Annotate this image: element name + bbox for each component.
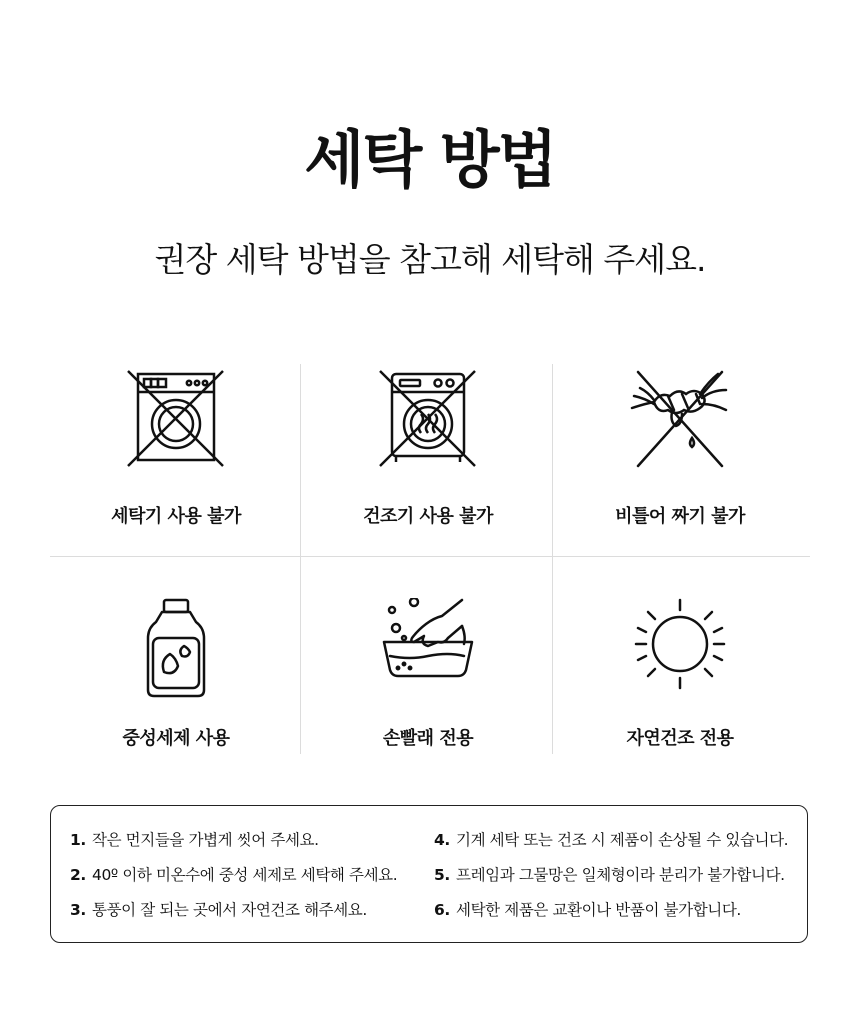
dryer-prohibited-icon [378, 368, 478, 468]
washing-machine-prohibited-icon [126, 368, 226, 468]
grid-divider-horizontal [50, 556, 810, 557]
hand-wash-icon [378, 598, 478, 698]
care-item-label: 세탁기 사용 불가 [111, 506, 241, 527]
detergent-bottle-icon [126, 598, 226, 698]
care-item-dryer [302, 364, 554, 554]
notice-item: 3. 통풍이 잘 되는 곳에서 자연건조 해주세요. [70, 901, 367, 919]
care-item-label: 손빨래 전용 [382, 728, 474, 749]
care-item-natural-dry [554, 558, 806, 748]
care-icon-grid [50, 364, 810, 754]
care-item-label: 자연건조 전용 [626, 728, 734, 749]
care-item-label: 건조기 사용 불가 [363, 506, 493, 527]
care-item-label: 비틀어 짜기 불가 [615, 506, 745, 527]
page-subtitle: 권장 세탁 방법을 참고해 세탁해 주세요. [154, 240, 706, 279]
care-notice-box [50, 805, 808, 943]
care-item-label: 중성세제 사용 [122, 728, 230, 749]
notice-item: 4. 기계 세탁 또는 건조 시 제품이 손상될 수 있습니다. [434, 831, 789, 849]
care-item-washing-machine [50, 364, 302, 554]
page-title: 세탁 방법 [304, 123, 556, 196]
care-item-detergent [50, 558, 302, 748]
care-item-no-wringing [554, 364, 806, 554]
notice-item: 1. 작은 먼지들을 가볍게 씻어 주세요. [70, 831, 319, 849]
notice-item: 5. 프레임과 그물망은 일체형이라 분리가 불가합니다. [434, 866, 785, 884]
sun-icon [630, 598, 730, 698]
notice-item: 6. 세탁한 제품은 교환이나 반품이 불가합니다. [434, 901, 741, 919]
notice-item: 2. 40º 이하 미온수에 중성 세제로 세탁해 주세요. [70, 866, 398, 884]
no-wringing-icon [630, 368, 730, 468]
care-item-hand-wash [302, 558, 554, 748]
